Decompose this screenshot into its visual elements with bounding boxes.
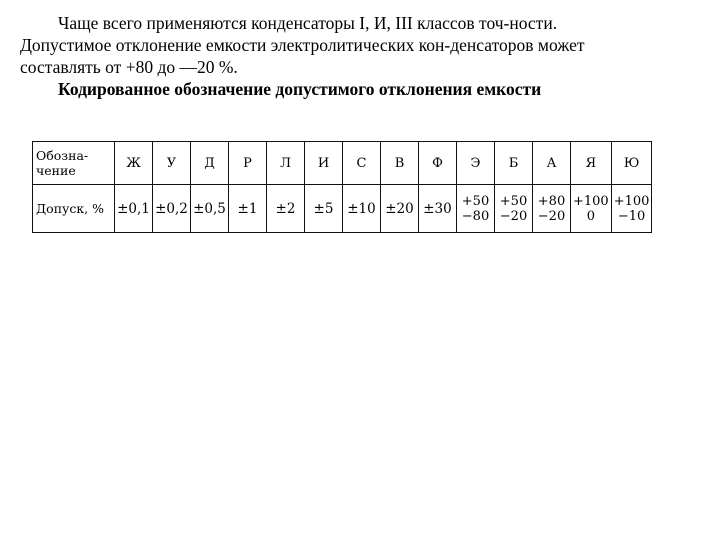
tolerance-cell: ±5 <box>305 185 343 233</box>
tolerance-cell <box>611 185 652 233</box>
tolerance-upper: +100 <box>613 193 650 209</box>
row-label-tolerance: Допуск, % <box>33 185 115 233</box>
code-cell: Б <box>495 142 533 185</box>
code-cell: Я <box>571 142 612 185</box>
tolerance-cell <box>495 185 533 233</box>
tolerance-cell <box>457 185 495 233</box>
tolerance-cell: ±1 <box>229 185 267 233</box>
tolerance-cell: ±20 <box>381 185 419 233</box>
tolerance-cell: ±0,1 <box>115 185 153 233</box>
tolerance-cell: ±30 <box>419 185 457 233</box>
code-cell: Ж <box>115 142 153 185</box>
table-row-tolerances <box>33 185 652 233</box>
code-cell: Э <box>457 142 495 185</box>
tolerance-lower: −80 <box>461 208 490 224</box>
paragraph-line-2: Допустимое отклонение емкости электролитических кон-денсаторов может <box>20 35 585 55</box>
table-heading: Кодированное обозначение допустимого отклонения емкости <box>58 79 542 99</box>
code-cell: Ф <box>419 142 457 185</box>
table-row-codes <box>33 142 652 185</box>
code-cell: И <box>305 142 343 185</box>
tolerance-cell: ±10 <box>343 185 381 233</box>
tolerance-table-container <box>32 141 652 233</box>
tolerance-table <box>32 141 652 233</box>
tolerance-lower: −20 <box>537 208 566 224</box>
code-cell: А <box>533 142 571 185</box>
tolerance-cell: ±0,2 <box>153 185 191 233</box>
document-text <box>20 12 700 100</box>
tolerance-lower: −10 <box>617 208 646 224</box>
code-cell: В <box>381 142 419 185</box>
paragraph-line-1: Чаще всего применяются конденсаторы I, И, III классов точ-ности. <box>58 13 558 33</box>
tolerance-upper: +80 <box>537 193 566 209</box>
paragraph-line-3: составлять от +80 до —20 %. <box>20 57 238 77</box>
tolerance-cell <box>571 185 612 233</box>
row-label-line-2: чение <box>36 163 76 178</box>
tolerance-cell: ±2 <box>267 185 305 233</box>
code-cell: Ю <box>611 142 652 185</box>
row-label-designation <box>33 142 115 185</box>
code-cell: Л <box>267 142 305 185</box>
code-cell: Р <box>229 142 267 185</box>
code-cell: Д <box>191 142 229 185</box>
tolerance-upper: +50 <box>499 193 528 209</box>
tolerance-lower: −20 <box>499 208 528 224</box>
tolerance-cell: ±0,5 <box>191 185 229 233</box>
tolerance-upper: +100 <box>573 193 609 209</box>
tolerance-lower: 0 <box>586 208 595 224</box>
code-cell: У <box>153 142 191 185</box>
tolerance-cell <box>533 185 571 233</box>
row-label-line-1: Обозна- <box>36 148 89 163</box>
code-cell: С <box>343 142 381 185</box>
tolerance-upper: +50 <box>461 193 490 209</box>
